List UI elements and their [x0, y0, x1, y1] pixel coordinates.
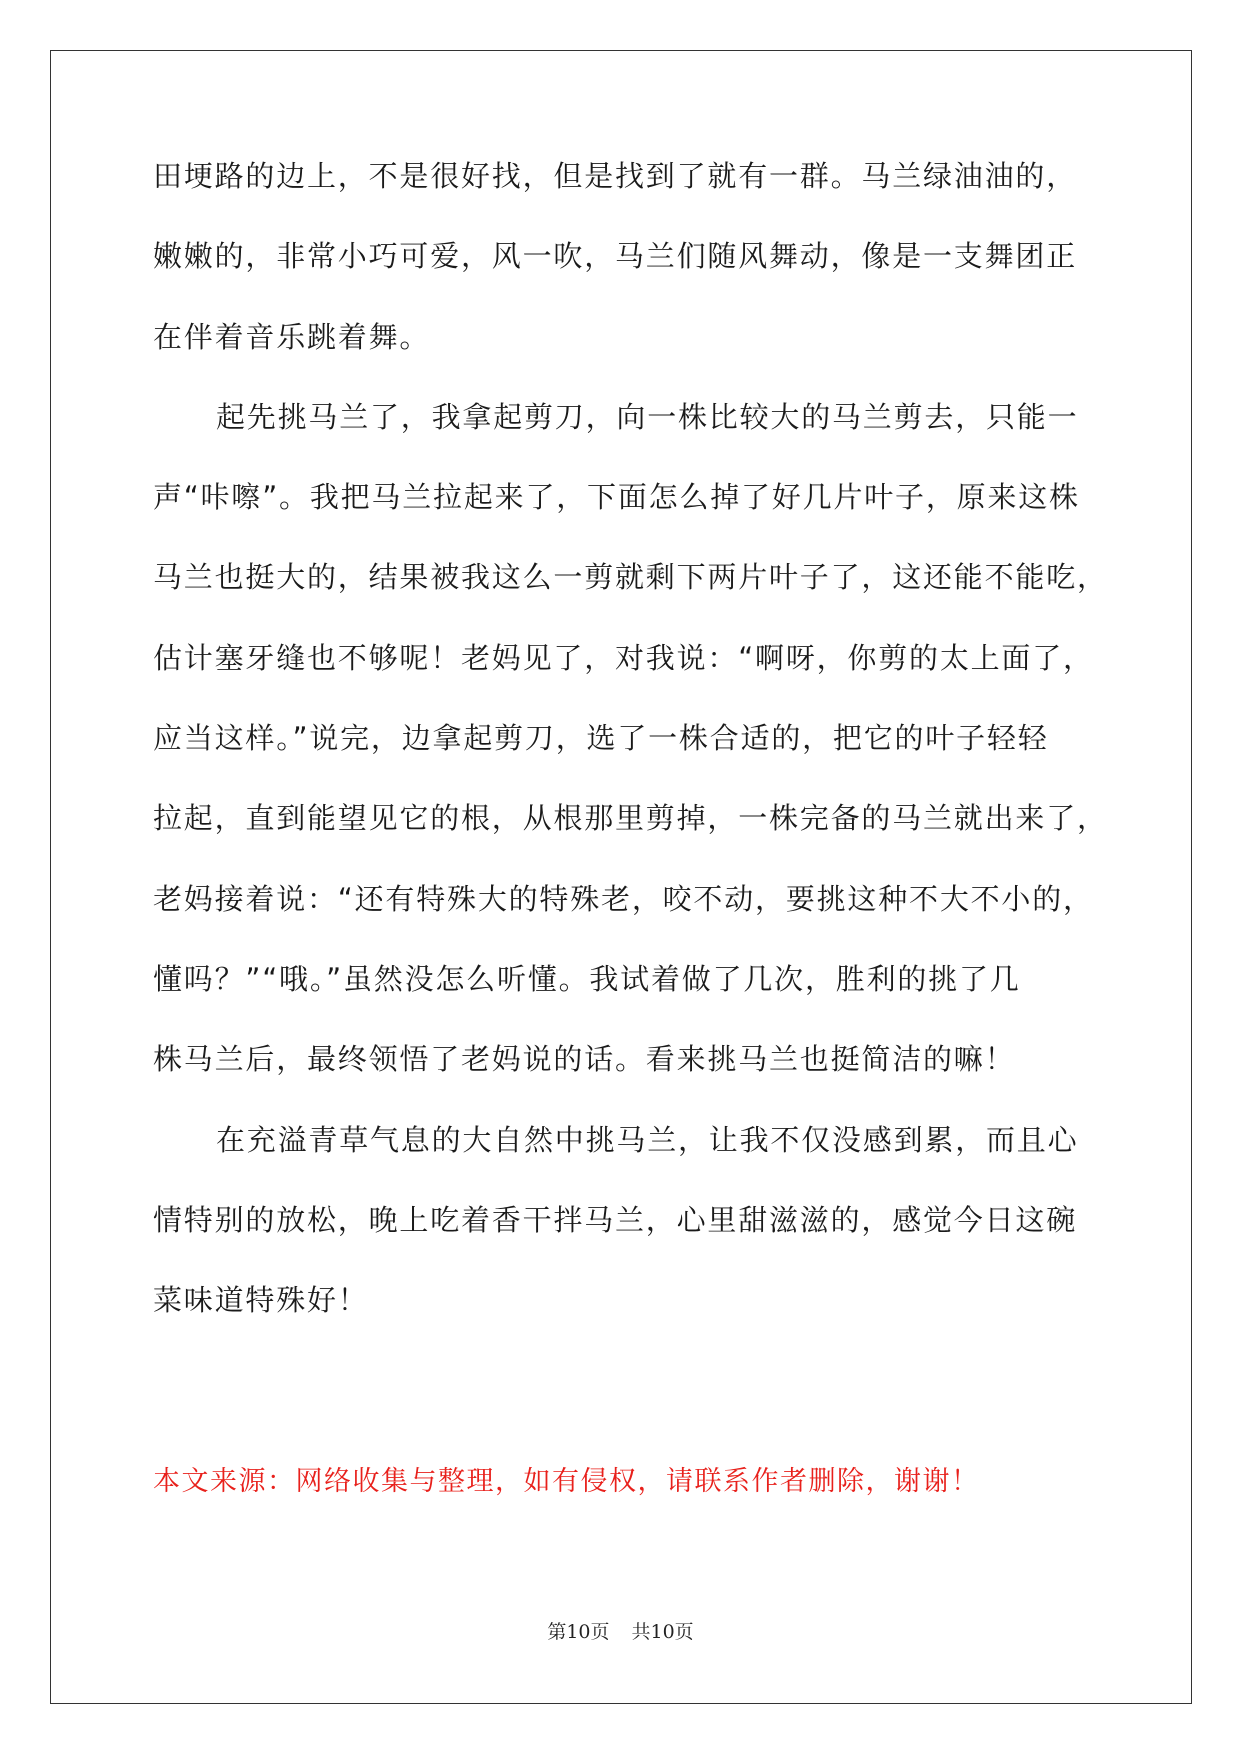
text-line-8: 应当这样。”说完，边拿起剪刀，选了一株合适的，把它的叶子轻轻: [153, 721, 1049, 756]
text-line-6: 马兰也挺大的，结果被我这么一剪就剩下两片叶子了，这还能不能吃，: [153, 560, 1108, 595]
page-footer: [0, 1617, 1241, 1644]
text-line-4: 起先挑马兰了，我拿起剪刀，向一株比较大的马兰剪去，只能一: [216, 399, 1079, 434]
text-line-12: 株马兰后，最终领悟了老妈说的话。看来挑马兰也挺简洁的嘛！: [153, 1042, 1016, 1077]
text-line-2: 嫩嫩的，非常小巧可爱，风一吹，马兰们随风舞动，像是一支舞团正: [153, 239, 1078, 274]
document-body: [153, 159, 1108, 1363]
text-line-15: 菜味道特殊好！: [153, 1283, 369, 1318]
text-line-7: 估计塞牙缝也不够呢！老妈见了，对我说：“啊呀，你剪的太上面了，: [153, 640, 1094, 675]
text-line-1: 田埂路的边上，不是很好找，但是找到了就有一群。马兰绿油油的，: [153, 159, 1078, 193]
text-line-10: 老妈接着说：“还有特殊大的特殊老，咬不动，要挑这种不大不小的，: [153, 881, 1094, 916]
page-number-total: 共10页: [631, 1621, 694, 1643]
text-line-3: 在伴着音乐跳着舞。: [153, 319, 431, 354]
text-line-9: 拉起，直到能望见它的根，从根那里剪掉，一株完备的马兰就出来了，: [153, 801, 1108, 836]
text-line-13: 在充溢青草气息的大自然中挑马兰，让我不仅没感到累，而且心: [216, 1122, 1079, 1157]
text-line-14: 情特别的放松，晚上吃着香干拌马兰，心里甜滋滋的，感觉今日这碗: [153, 1202, 1078, 1237]
text-line-11: 懂吗？”“哦。”虽然没怎么听懂。我试着做了几次，胜利的挑了几: [153, 961, 1021, 996]
text-line-5: 声“咔嚓”。我把马兰拉起来了，下面怎么掉了好几片叶子，原来这株: [153, 480, 1080, 515]
source-note: 本文来源：网络收集与整理，如有侵权，请联系作者删除，谢谢！: [153, 1466, 980, 1497]
page-number-current: 第10页: [547, 1621, 610, 1643]
